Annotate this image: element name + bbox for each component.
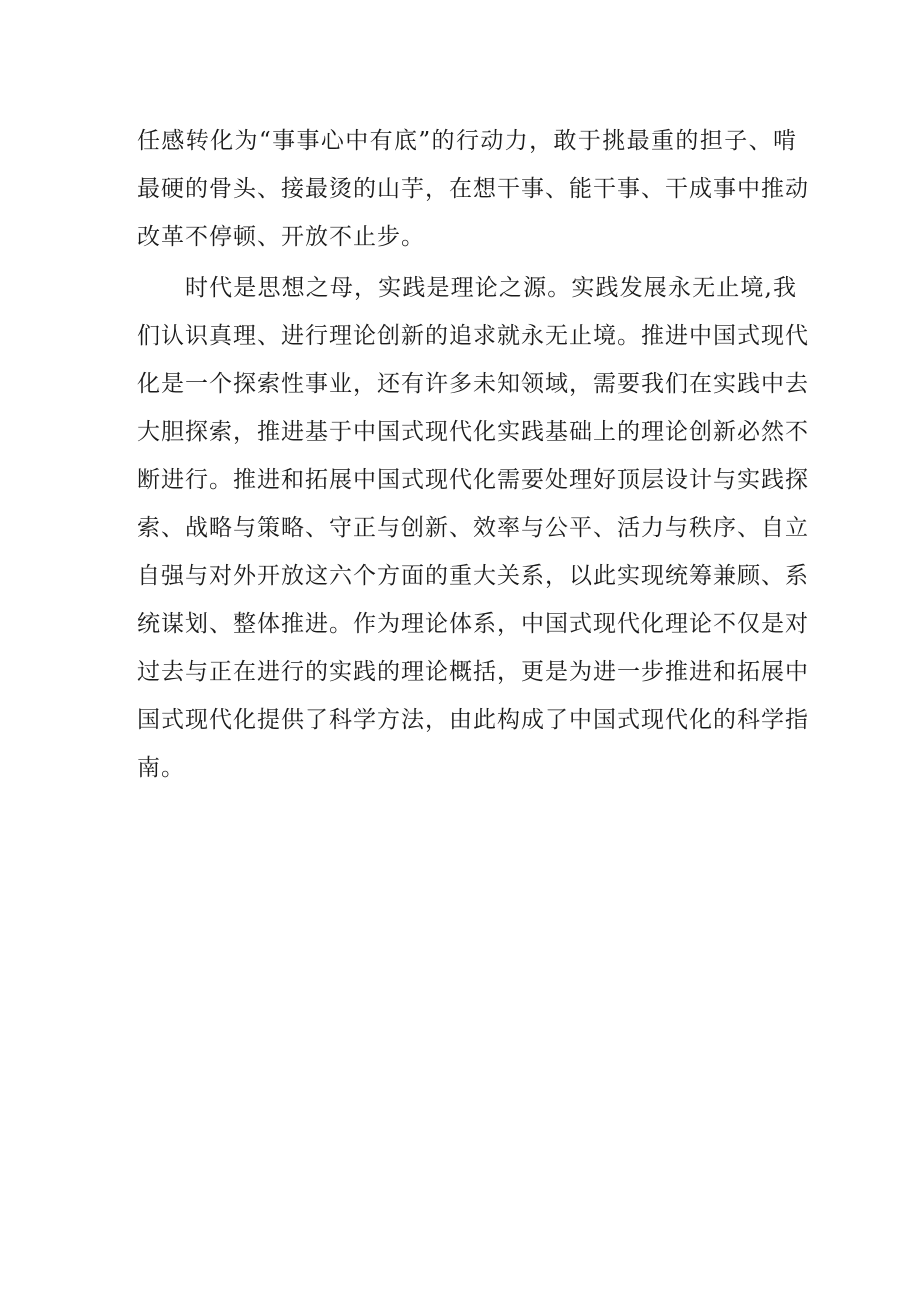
- paragraph-line: 索、战略与策略、守正与创新、效率与公平、活力与秩序、自立: [137, 515, 809, 541]
- paragraph-line: 改革不停顿、开放不止步。: [137, 224, 425, 250]
- paragraph-1: [137, 117, 809, 261]
- paragraph-line: 自强与对外开放这六个方面的重大关系，以此实现统筹兼顾、系: [137, 563, 809, 589]
- paragraph-2: [137, 264, 809, 792]
- paragraph-line: 时代是思想之母，实践是理论之源。实践发展永无止境,我: [185, 275, 797, 301]
- paragraph-line: 任感转化为“事事心中有底”的行动力，敢于挑最重的担子、啃: [137, 128, 797, 154]
- paragraph-line: 们认识真理、进行理论创新的追求就永无止境。推进中国式现代: [137, 323, 809, 349]
- paragraph-line: 统谋划、整体推进。作为理论体系，中国式现代化理论不仅是对: [137, 611, 809, 637]
- paragraph-line: 化是一个探索性事业，还有许多未知领域，需要我们在实践中去: [137, 371, 809, 397]
- paragraph-line: 过去与正在进行的实践的理论概括，更是为进一步推进和拓展中: [137, 659, 809, 685]
- paragraph-line: 断进行。推进和拓展中国式现代化需要处理好顶层设计与实践探: [137, 467, 809, 493]
- paragraph-line: 最硬的骨头、接最烫的山芋，在想干事、能干事、干成事中推动: [137, 176, 809, 202]
- paragraph-line: 国式现代化提供了科学方法，由此构成了中国式现代化的科学指: [137, 707, 809, 733]
- paragraph-line: 南。: [137, 755, 185, 781]
- paragraph-line: 大胆探索，推进基于中国式现代化实践基础上的理论创新必然不: [137, 419, 809, 445]
